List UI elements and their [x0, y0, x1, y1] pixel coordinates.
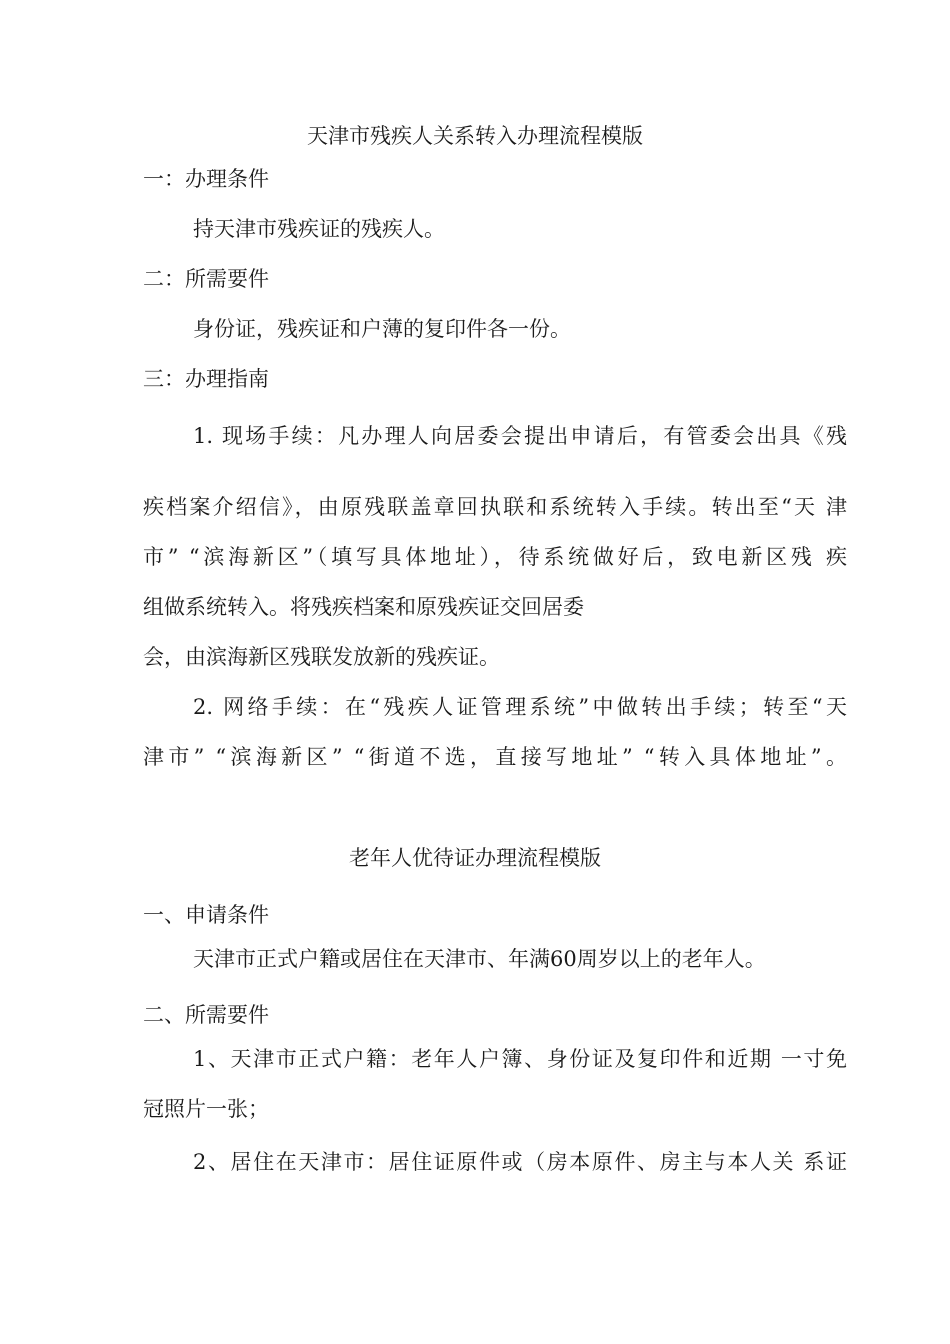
guide-item1-line5: 会，由滨海新区残联发放新的残疾证。: [143, 645, 500, 669]
section1-title: 天津市残疾人关系转入办理流程模版: [307, 124, 643, 148]
section2-title: 老年人优待证办理流程模版: [349, 846, 601, 870]
guide-item1-line2: 疾档案介绍信》，由原残联盖章回执联和系统转入手续。转出至“天 津: [143, 495, 847, 519]
guide-item1-line3: 市” “滨海新区”（填写具体地址），待系统做好后，致电新区残 疾: [143, 545, 847, 569]
section1-conditions-text: 持天津市残疾证的残疾人。: [193, 217, 445, 241]
section1-heading-documents: 二：所需要件: [143, 267, 269, 291]
guide-item1-line1: 1. 现场手续：凡办理人向居委会提出申请后，有管委会出具《残: [193, 424, 847, 448]
documents-item1-line1: 1、天津市正式户籍：老年人户簿、身份证及复印件和近期 一寸免: [193, 1047, 847, 1071]
guide-item2-line1: 2. 网络手续：在“残疾人证管理系统”中做转出手续；转至“天: [193, 695, 847, 719]
section1-heading-conditions: 一：办理条件: [143, 167, 269, 191]
section1-documents-text: 身份证，残疾证和户薄的复印件各一份。: [193, 317, 571, 341]
documents-item2-line1: 2、居住在天津市：居住证原件或（房本原件、房主与本人关 系证: [193, 1150, 847, 1174]
section1-heading-guide: 三：办理指南: [143, 367, 269, 391]
guide-item1-line4: 组做系统转入。将残疾档案和原残疾证交回居委: [143, 595, 584, 619]
section2-conditions-text: 天津市正式户籍或居住在天津市、年满60周岁以上的老年人。: [193, 947, 766, 971]
section2-heading-conditions: 一、申请条件: [143, 903, 269, 927]
section2-heading-documents: 二、所需要件: [143, 1003, 269, 1027]
guide-item2-line2: 津市” “滨海新区” “街道不选，直接写地址” “转入具体地址”。: [143, 745, 847, 769]
documents-item1-line2: 冠照片一张；: [143, 1097, 269, 1121]
